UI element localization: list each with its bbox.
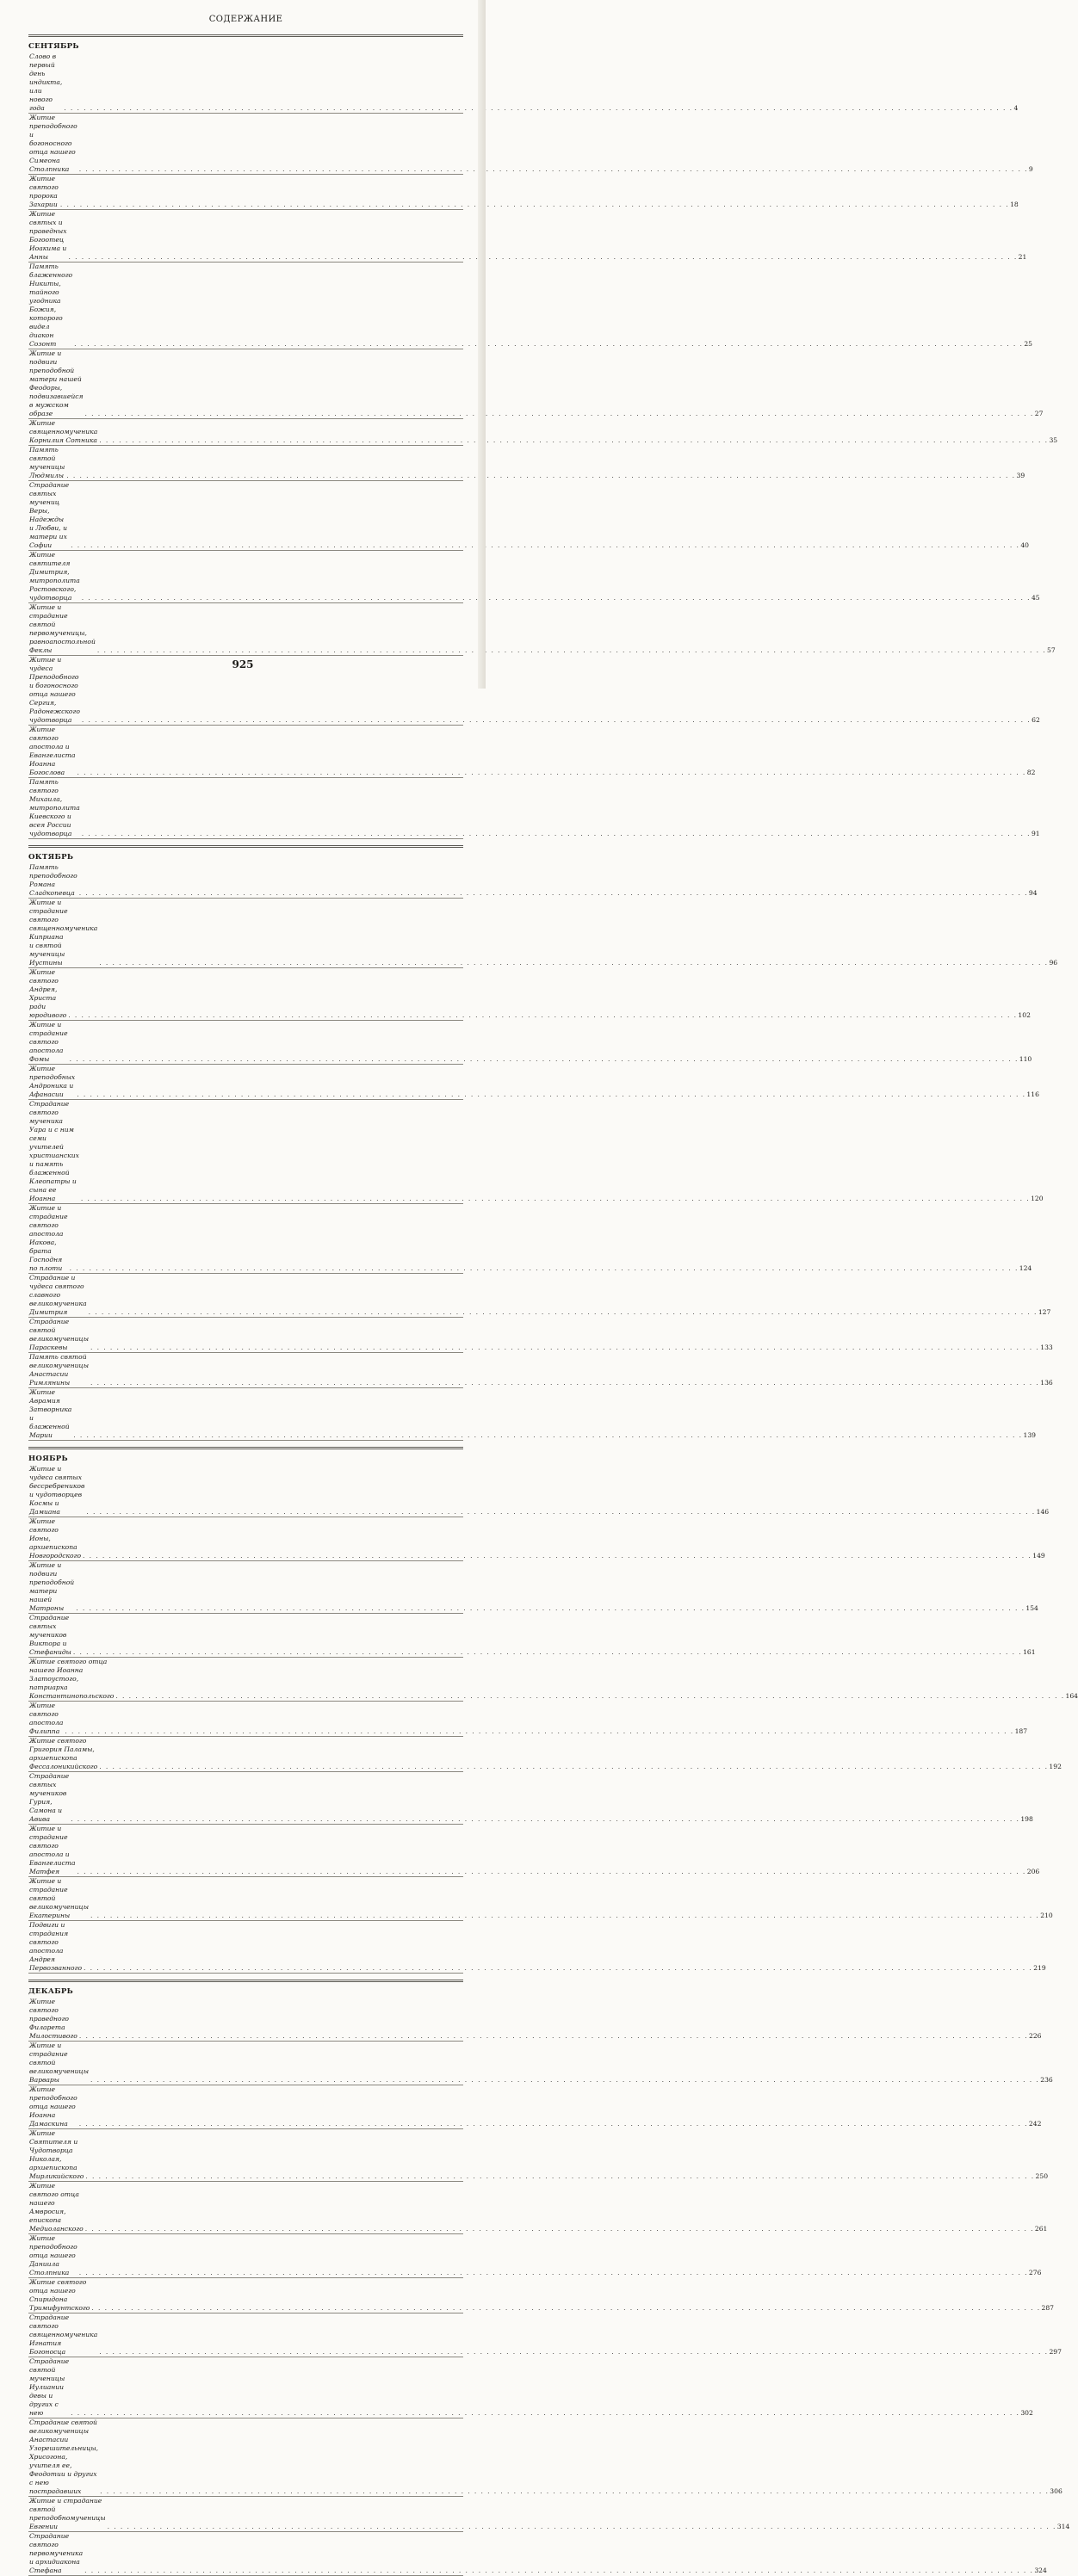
- entry-title: Страдание и чудеса святого славного великомученика Димитрия: [29, 1274, 87, 1316]
- entry-page-number: 306: [1050, 2487, 1063, 2495]
- entry-title: Страдание святого мученика Уара и с ним семи учителей христианских и память блаженной Клеопатры и сына ее Иоанна: [29, 1100, 79, 1202]
- dot-leader: [100, 2487, 1049, 2496]
- toc-entry: [28, 1561, 1038, 1614]
- toc-entry: [28, 2042, 1053, 2085]
- entry-page-number: 91: [1031, 830, 1040, 837]
- dot-leader: [68, 1011, 1017, 1020]
- entry-title: Житие святого Григория Паламы, архиепископа Фессалоникийского: [29, 1737, 98, 1770]
- entry-title: Житие святителя Димитрия, митрополита Ростовского, чудотворца: [29, 551, 80, 602]
- entry-page-number: 146: [1036, 1508, 1050, 1516]
- toc-entry: [28, 263, 1032, 349]
- toc-entry: [28, 968, 1031, 1021]
- entry-page-number: 94: [1028, 889, 1038, 897]
- entry-title: Страдание святой великомученицы Параскевы: [29, 1318, 90, 1351]
- dot-leader: [71, 541, 1019, 550]
- entry-page-number: 21: [1018, 253, 1027, 261]
- month-section: [28, 1980, 1070, 2576]
- dot-leader: [70, 1055, 1019, 1064]
- entry-page-number: 287: [1041, 2304, 1055, 2312]
- entry-title: Житие и чудеса Преподобного и богоносного отца нашего Сергия, Радонежского чудотворца: [29, 656, 80, 724]
- toc-entry: [28, 1737, 1062, 1772]
- dot-leader: [85, 2172, 1034, 2181]
- entry-page-number: 149: [1032, 1552, 1045, 1560]
- entry-page-number: 120: [1031, 1195, 1044, 1202]
- entry-title: Житие и подвиги преподобной матери нашей Феодоры, подвизавшейся в мужском образе: [29, 349, 84, 417]
- toc-entry: [28, 1517, 1045, 1561]
- toc-entry: [28, 603, 1056, 656]
- entry-page-number: 302: [1020, 2409, 1033, 2417]
- entry-page-number: 39: [1016, 472, 1025, 479]
- dot-leader: [81, 1195, 1030, 1203]
- entry-title: Житие святого отца нашего Спиридона Тримифунтского: [29, 2278, 90, 2312]
- toc-entry: [28, 2234, 1042, 2278]
- page-title: СОДЕРЖАНИЕ: [208, 15, 283, 24]
- toc-entry: [28, 1021, 1032, 1065]
- entry-list: [28, 863, 1058, 1441]
- dot-leader: [79, 2269, 1028, 2277]
- entry-list: [28, 1465, 1078, 1974]
- entry-page-number: 116: [1026, 1090, 1039, 1098]
- toc-entry: [28, 1702, 1028, 1737]
- entry-title: Страдание святых мучеников Гурия, Самона и Авива: [29, 1772, 70, 1823]
- toc-entry: [28, 2418, 1063, 2497]
- entry-title: Житие и чудеса святых бессребреников и чудотворцев Космы и Дамиана: [29, 1465, 85, 1516]
- entry-title: Житие святого апостола и Евангелиста Иоанна Богослова: [29, 726, 76, 776]
- toc-entry: [28, 210, 1027, 263]
- toc-entry: [28, 2278, 1055, 2313]
- section-divider: [28, 1447, 463, 1449]
- dot-leader: [77, 1868, 1026, 1876]
- toc-entry: [28, 2497, 1070, 2532]
- entry-page-number: 324: [1034, 2567, 1047, 2574]
- entry-title: Память святой мученицы Людмилы: [29, 446, 65, 479]
- toc-entry: [28, 1274, 1051, 1318]
- entry-title: Житие и страдание святого апостола и Евангелиста Матфея: [29, 1825, 76, 1875]
- toc-entry: [28, 1877, 1053, 1921]
- entry-title: Житие священномученика Корнилия Сотника: [29, 419, 98, 444]
- toc-entry: [28, 114, 1033, 175]
- toc-entry: [28, 726, 1036, 778]
- entry-title: Житие святого отца нашего Амвросия, епископа Медиоланского: [29, 2182, 84, 2233]
- entry-title: Житие и страдание святой преподобномученицы Евгении: [29, 2497, 106, 2530]
- entry-page-number: 102: [1018, 1011, 1031, 1019]
- toc-entry: [28, 1772, 1033, 1825]
- dot-leader: [77, 769, 1026, 777]
- entry-page-number: 57: [1047, 646, 1056, 654]
- dot-leader: [71, 2409, 1019, 2418]
- contents-sections: [28, 34, 1078, 2576]
- entry-title: Житие преподобных Андроника и Афанасии: [29, 1065, 76, 1098]
- dot-leader: [66, 472, 1015, 480]
- toc-entry: [28, 1065, 1039, 1100]
- entry-page-number: 82: [1026, 769, 1036, 776]
- dot-leader: [99, 959, 1048, 967]
- entry-page-number: 187: [1014, 1727, 1028, 1735]
- toc-entry: [28, 2129, 1049, 2182]
- month-heading: СЕНТЯБРЬ: [28, 42, 79, 51]
- entry-page-number: 206: [1026, 1868, 1040, 1875]
- entry-page-number: 45: [1031, 594, 1040, 602]
- toc-entry: [28, 1100, 1044, 1204]
- dot-leader: [65, 1727, 1013, 1736]
- entry-page-number: 154: [1025, 1604, 1038, 1612]
- toc-entry: [28, 1388, 1036, 1441]
- entry-title: Житие святого отца нашего Иоанна Златоустого, патриарха Константинопольского: [29, 1658, 115, 1700]
- entry-title: Житие святого праведного Филарета Милостивого: [29, 1998, 77, 2040]
- entry-title: Житие и подвиги преподобной матери нашей Матроны: [29, 1561, 75, 1612]
- entry-title: Страдание святой мученицы Иулиании девы и других с нею: [29, 2357, 70, 2417]
- dot-leader: [73, 1648, 1022, 1657]
- entry-page-number: 124: [1019, 1264, 1032, 1272]
- entry-page-number: 27: [1034, 410, 1044, 417]
- entry-title: Житие святых и праведных Богоотец Иоакима и Анны: [29, 210, 67, 261]
- dot-leader: [68, 253, 1017, 262]
- dot-leader: [82, 594, 1031, 602]
- entry-title: Память святой великомученицы Анастасии Римлянины: [29, 1353, 90, 1387]
- entry-title: Страдание святого священномученика Игнатия Богоносца: [29, 2313, 98, 2356]
- toc-entry: [28, 863, 1038, 899]
- entry-title: Житие и страдание святой великомученицы Екатерины: [29, 1877, 90, 1919]
- toc-entry: [28, 2357, 1033, 2418]
- toc-entry: [28, 1318, 1053, 1353]
- dot-leader: [71, 1815, 1019, 1824]
- entry-list: [28, 1998, 1070, 2576]
- dot-leader: [79, 165, 1028, 174]
- entry-page-number: 276: [1028, 2269, 1042, 2276]
- section-divider: [28, 1980, 463, 1982]
- entry-page-number: 136: [1040, 1379, 1053, 1387]
- month-heading: НОЯБРЬ: [28, 1455, 68, 1463]
- entry-page-number: 261: [1034, 2225, 1048, 2233]
- month-section: [28, 845, 1058, 1441]
- entry-title: Житие и страдание святой великомученицы Варвары: [29, 2042, 90, 2084]
- dot-leader: [70, 1264, 1019, 1273]
- entry-title: Житие преподобного отца нашего Даниила Столпника: [29, 2234, 77, 2276]
- entry-title: Житие святого апостола Филиппа: [29, 1702, 64, 1735]
- dot-leader: [86, 1508, 1035, 1517]
- entry-page-number: 110: [1019, 1055, 1032, 1063]
- month-section: [28, 34, 1058, 839]
- toc-entry: [28, 551, 1040, 603]
- page-number: 925: [232, 658, 254, 670]
- entry-page-number: 297: [1049, 2348, 1062, 2356]
- month-heading: ОКТЯБРЬ: [28, 853, 74, 862]
- entry-page-number: 4: [1013, 104, 1019, 112]
- dot-leader: [90, 2076, 1039, 2085]
- entry-title: Память святого Михаила, митрополита Киевского и всея России чудотворца: [29, 778, 80, 837]
- toc-entry: [28, 2182, 1048, 2234]
- entry-page-number: 25: [1024, 340, 1032, 348]
- entry-title: Страдание святых мучеников Виктора и Стефаниды: [29, 1614, 71, 1656]
- dot-leader: [79, 2032, 1028, 2041]
- entry-page-number: 192: [1049, 1763, 1062, 1770]
- entry-page-number: 250: [1035, 2172, 1049, 2180]
- entry-title: Житие Святителя и Чудотворца Николая, архиепископа Мирликийского: [29, 2129, 84, 2180]
- dot-leader: [99, 1763, 1048, 1771]
- dot-leader: [97, 646, 1046, 655]
- toc-entry: [28, 1353, 1053, 1388]
- dot-leader: [82, 830, 1031, 838]
- entry-page-number: 40: [1020, 541, 1030, 549]
- dot-leader: [84, 2567, 1033, 2575]
- entry-title: Житие святого Ионы, архиепископа Новгородского: [29, 1517, 82, 1560]
- section-divider: [28, 845, 463, 848]
- entry-list: [28, 53, 1058, 839]
- entry-title: Страдание святого первомученика и архидиакона Стефана: [29, 2532, 84, 2574]
- toc-entry: [28, 446, 1025, 481]
- month-heading: ДЕКАБРЬ: [28, 1987, 74, 1996]
- toc-entry: [28, 2085, 1042, 2129]
- entry-title: Житие и страдание святой первомученицы, равноапостольной Феклы: [29, 603, 96, 654]
- entry-title: Страдание святой великомученицы Анастасии Узорешительницы, Хрисогона, учителя ее, Феодотии и других с нею пострадавших: [29, 2418, 99, 2495]
- toc-entry: [28, 1825, 1040, 1877]
- entry-page-number: 314: [1056, 2523, 1070, 2530]
- entry-page-number: 62: [1032, 716, 1040, 724]
- dot-leader: [99, 2348, 1048, 2357]
- entry-page-number: 9: [1028, 165, 1033, 173]
- entry-title: Житие и страдание святого апостола Фомы: [29, 1021, 68, 1063]
- dot-leader: [83, 1552, 1032, 1560]
- dot-leader: [90, 1379, 1039, 1387]
- entry-page-number: 96: [1049, 959, 1058, 967]
- entry-title: Память блаженного Никиты, тайного угодника Божия, которого видел диакон Созонт: [29, 263, 73, 348]
- facing-page-edge: [478, 0, 486, 689]
- toc-entry: [28, 1614, 1036, 1658]
- entry-page-number: 164: [1065, 1692, 1078, 1700]
- toc-entry: [28, 899, 1058, 968]
- entry-page-number: 161: [1023, 1648, 1036, 1656]
- toc-entry: [28, 2313, 1062, 2357]
- section-divider: [28, 34, 463, 37]
- dot-leader: [91, 2304, 1040, 2313]
- dot-leader: [85, 410, 1034, 418]
- entry-title: Житие Аврамия Затворника и блаженной Марии: [29, 1388, 72, 1439]
- entry-page-number: 219: [1033, 1964, 1046, 1972]
- entry-title: Житие святого пророка Захарии: [29, 175, 59, 208]
- entry-title: Слово в первый день индикта, или нового года: [29, 53, 63, 112]
- entry-page-number: 18: [1010, 201, 1019, 208]
- dot-leader: [79, 889, 1028, 898]
- entry-page-number: 127: [1038, 1308, 1051, 1316]
- dot-leader: [82, 716, 1031, 725]
- dot-leader: [77, 1090, 1025, 1099]
- toc-entry: [28, 419, 1058, 446]
- toc-entry: [28, 349, 1044, 419]
- entry-page-number: 198: [1020, 1815, 1033, 1823]
- dot-leader: [85, 2225, 1034, 2233]
- dot-leader: [90, 1344, 1039, 1352]
- dot-leader: [84, 1964, 1032, 1973]
- dot-leader: [89, 1308, 1038, 1317]
- entry-title: Подвиги и страдания святого апостола Андрея Первозванного: [29, 1921, 83, 1972]
- entry-title: Житие преподобного отца нашего Иоанна Дамаскина: [29, 2085, 77, 2128]
- toc-entry: [28, 481, 1030, 551]
- dot-leader: [74, 340, 1023, 349]
- dot-leader: [115, 1692, 1064, 1701]
- dot-leader: [76, 1604, 1025, 1613]
- entry-title: Житие и страдание святого апостола Иакова, брата Господня по плоти: [29, 1204, 68, 1272]
- entry-title: Житие и страдание святого священномученика Киприана и святой мученицы Иустины: [29, 899, 98, 967]
- entry-page-number: 133: [1040, 1344, 1053, 1351]
- toc-entry: [28, 1998, 1042, 2042]
- toc-entry: [28, 2532, 1047, 2576]
- entry-page-number: 226: [1029, 2032, 1042, 2040]
- toc-entry: [28, 1465, 1050, 1517]
- dot-leader: [64, 104, 1013, 113]
- entry-title: Память преподобного Романа Сладкопевца: [29, 863, 77, 897]
- entry-page-number: 236: [1040, 2076, 1053, 2084]
- toc-entry: [28, 175, 1019, 210]
- dot-leader: [90, 1912, 1039, 1920]
- toc-entry: [28, 1921, 1046, 1974]
- toc-entry: [28, 1204, 1032, 1274]
- entry-page-number: 139: [1023, 1431, 1036, 1439]
- toc-entry: [28, 778, 1040, 839]
- toc-entry: [28, 1658, 1078, 1702]
- entry-page-number: 210: [1040, 1912, 1053, 1919]
- entry-page-number: 242: [1028, 2120, 1042, 2128]
- dot-leader: [99, 436, 1048, 445]
- month-section: [28, 1447, 1078, 1974]
- toc-entry: [28, 53, 1019, 114]
- entry-title: Страдание святых мучениц Веры, Надежды и Любви, и матери их Софии: [29, 481, 70, 549]
- entry-title: Житие преподобного и богоносного отца нашего Симеона Столпника: [29, 114, 77, 173]
- dot-leader: [73, 1431, 1022, 1440]
- dot-leader: [60, 201, 1009, 209]
- entry-page-number: 35: [1049, 436, 1058, 444]
- dot-leader: [79, 2120, 1028, 2128]
- entry-title: Житие святого Андрея, Христа ради юродивого: [29, 968, 67, 1019]
- dot-leader: [108, 2523, 1056, 2531]
